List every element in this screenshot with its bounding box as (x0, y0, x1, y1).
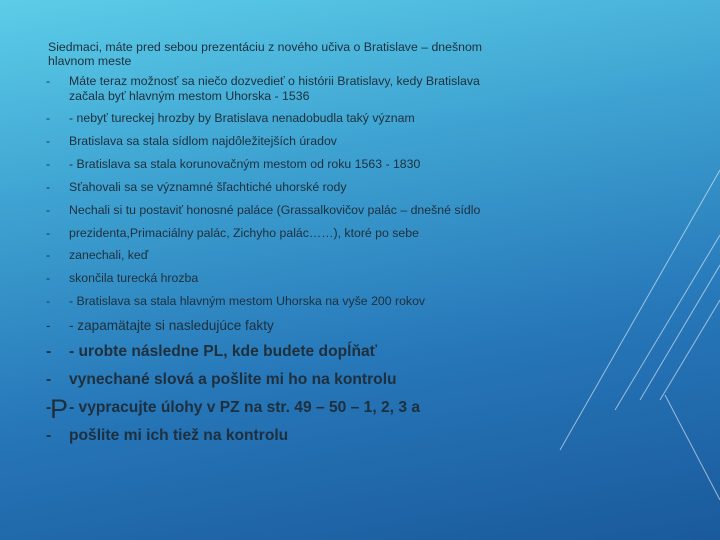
list-item-text: pošlite mi ich tiež na kontrolu (69, 427, 289, 444)
list-item-text: - Bratislava sa stala hlavným mestom Uhorska na vyše 200 rokov (69, 294, 426, 308)
list-item-text: - Bratislava sa stala korunovačným mestom od roku 1563 - 1830 (69, 157, 421, 171)
list-item-text: prezidenta,Primaciálny palác, Zichyho palác……), ktoré po sebe (69, 226, 419, 240)
list-dash: - (46, 294, 51, 308)
list-item-text: Máte teraz možnosť sa niečo dozvedieť o histórii Bratislavy, kedy Bratislava začala byť hlavným mestom Uhorska - 1536 (69, 74, 480, 103)
list-dash: - (46, 318, 51, 333)
list-dash: - (46, 134, 51, 148)
list-dash: - (46, 203, 51, 217)
list-item-text: zanechali, keď (69, 248, 149, 262)
list-item-text: vynechané slová a pošlite mi ho na kontrolu (69, 371, 397, 388)
list-item-text: - urobte následne PL, kde budete dopĺňať (69, 343, 378, 360)
list-dash: - (46, 111, 51, 125)
list-dash: - (46, 271, 51, 285)
list-item-text: - zapamätajte si nasledujúce fakty (69, 318, 274, 333)
list-item-text: Sťahovali sa se významné šľachtiché uhorské rody (69, 180, 347, 194)
list-dash: - (46, 427, 52, 444)
list-dash: - (46, 180, 51, 194)
big-letter: P (50, 394, 69, 424)
list-item-text: - nebyť tureckej hrozby by Bratislava nenadobudla taký význam (69, 111, 415, 125)
list-dash: - (46, 371, 52, 388)
list-item-text: skončila turecká hrozba (69, 271, 199, 285)
list-dash: - (46, 157, 51, 171)
list-item-text: Nechali si tu postaviť honosné paláce (Grassalkovičov palác – dnešné sídlo (69, 203, 481, 217)
list-dash: - (46, 343, 52, 360)
list-dash: - (46, 226, 51, 240)
list-dash: - (46, 399, 52, 416)
list-item-text: - vypracujte úlohy v PZ na str. 49 – 50 – 1, 2, 3 a (69, 399, 421, 416)
list-dash: - (46, 74, 51, 88)
intro-text: Siedmaci, máte pred sebou prezentáciu z nového učiva o Bratislave – dnešnom hlavnom meste (48, 40, 483, 68)
list-item-text: Bratislava sa stala sídlom najdôležitejších úradov (69, 134, 337, 148)
list-dash: - (46, 248, 51, 262)
